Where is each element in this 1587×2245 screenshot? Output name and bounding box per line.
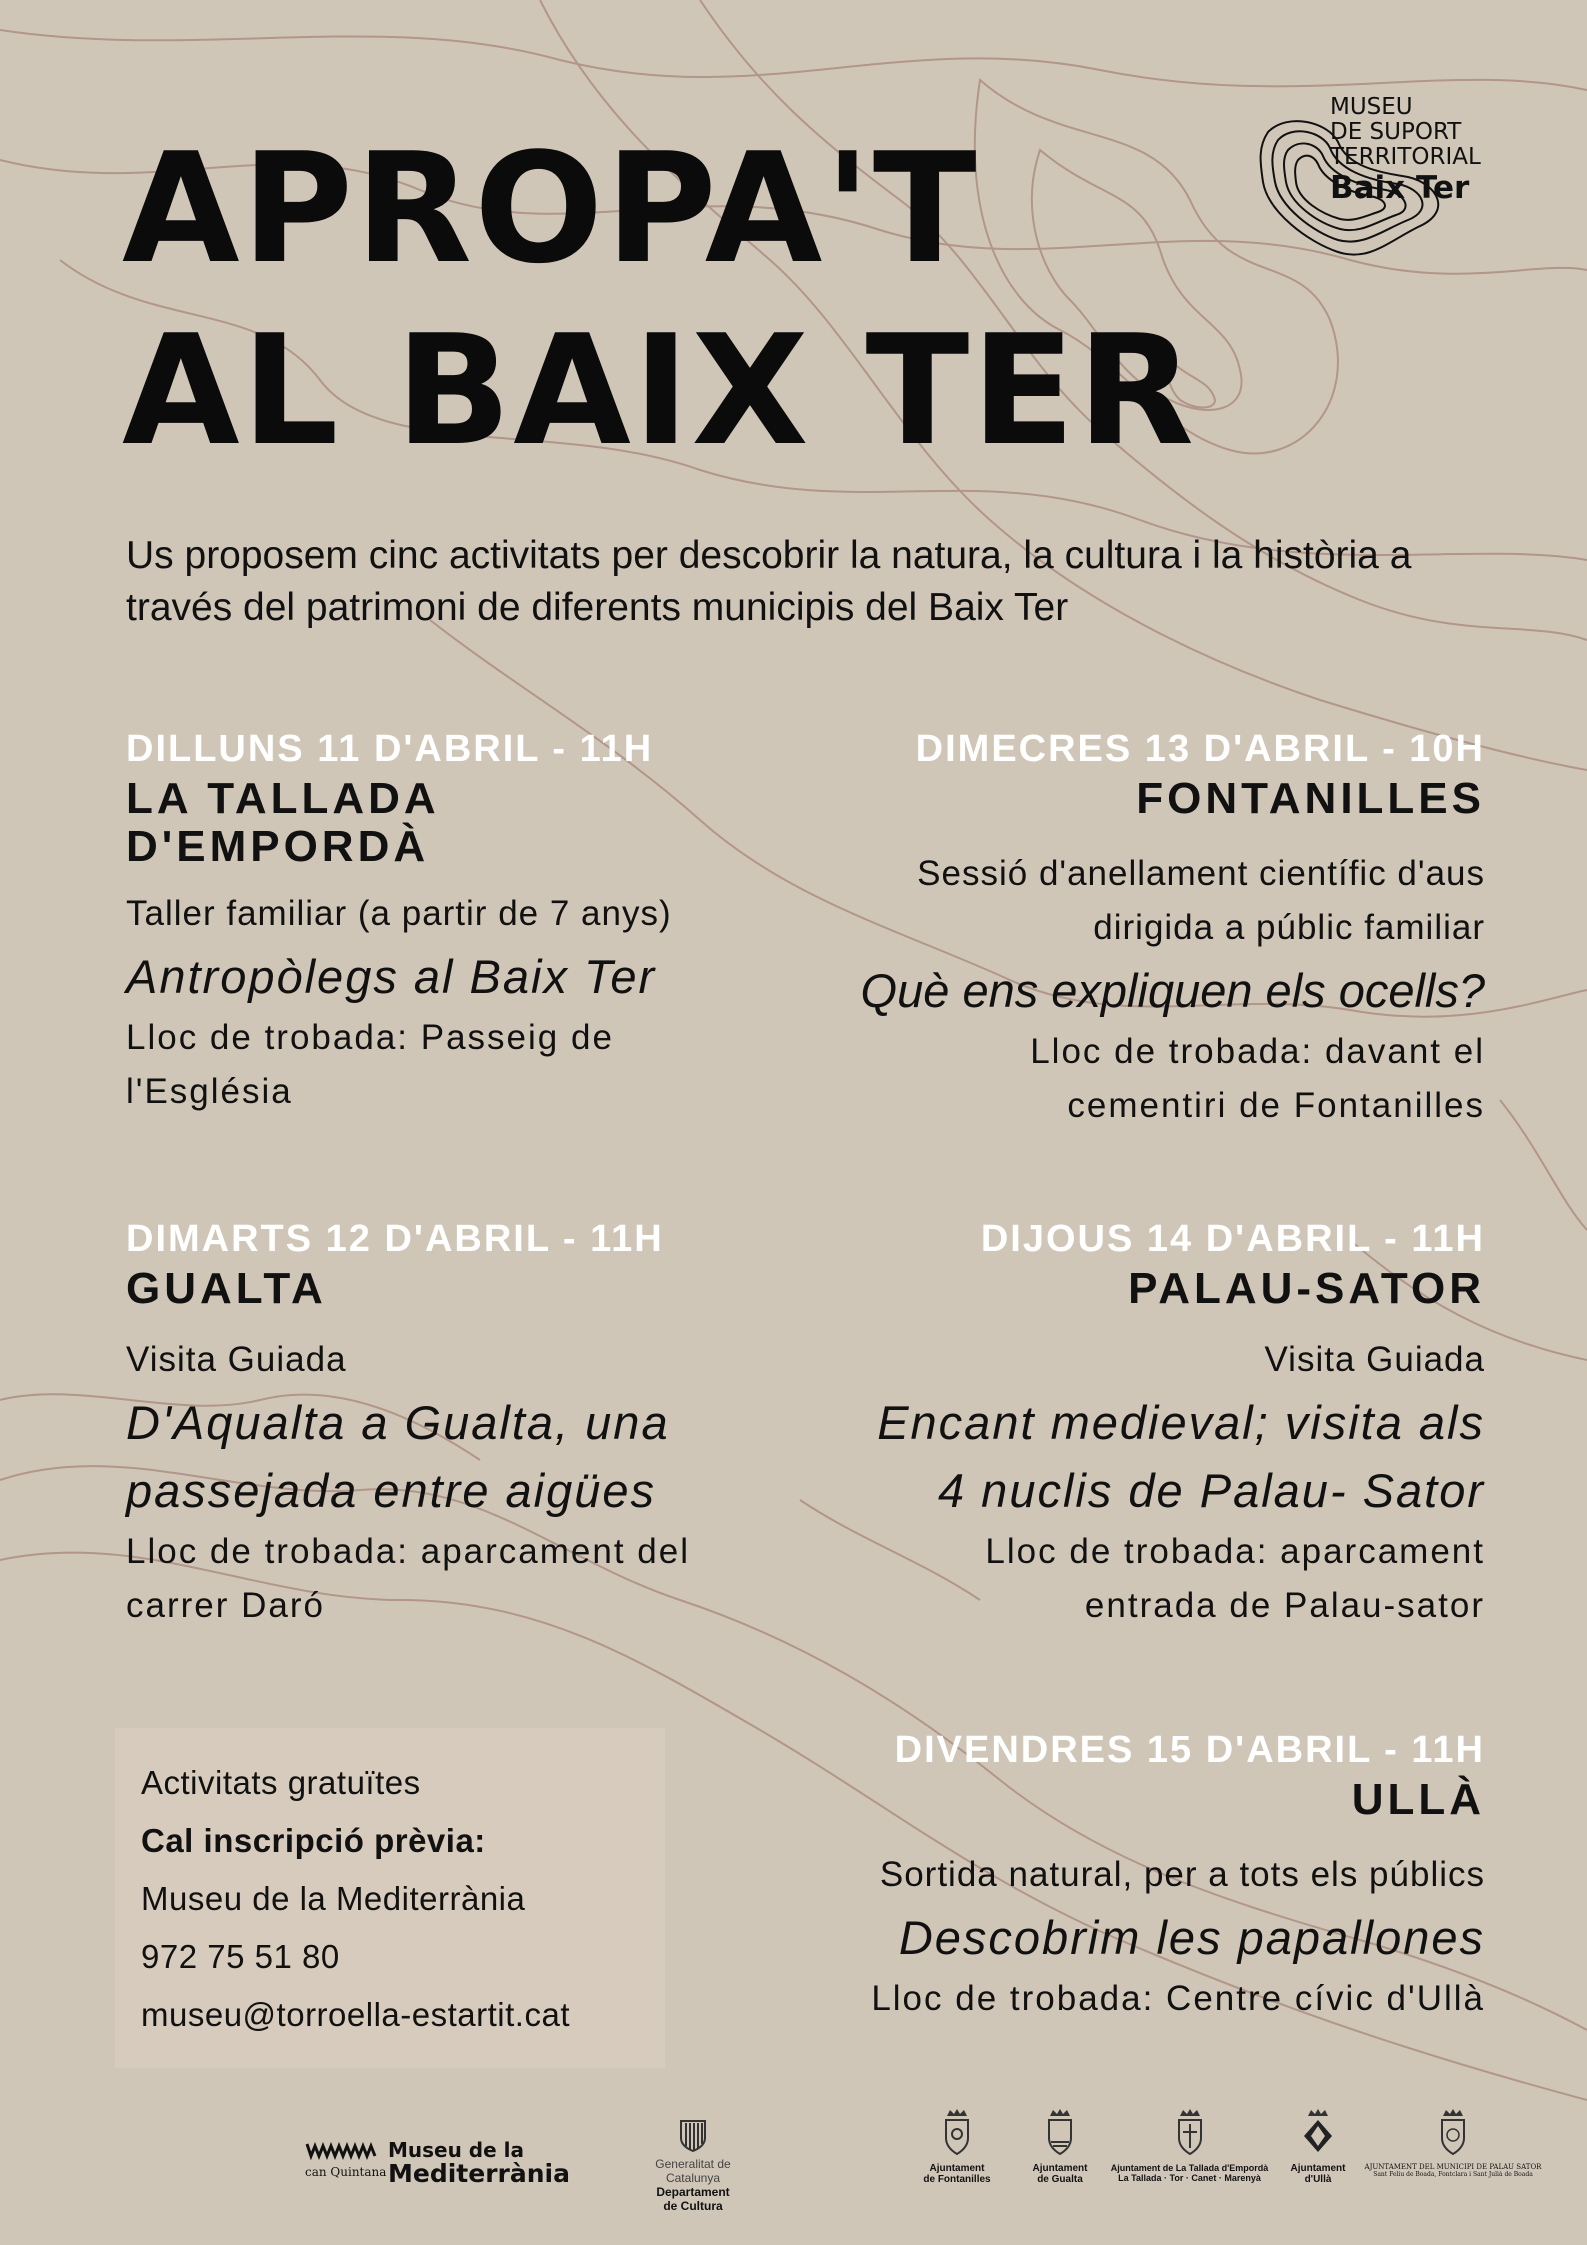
- event-town: PALAU-SATOR: [1128, 1264, 1485, 1313]
- gualta-logo: [1020, 2108, 1100, 2185]
- event-type-line-2: dirigida a públic familiar: [1093, 908, 1485, 947]
- generalitat-line-1: Generalitat de Catalunya: [655, 2157, 731, 2185]
- palau-sator-line-2: Sant Feliu de Boada, Fontclara i Sant Julià de Boada: [1373, 2171, 1533, 2178]
- fontanilles-logo: [912, 2108, 1002, 2185]
- gualta-line-1: Ajuntament: [1032, 2163, 1088, 2174]
- event-place-line-1: Lloc de trobada: aparcament del: [126, 1532, 690, 1571]
- event-place-line-1: Lloc de trobada: davant el: [1030, 1032, 1485, 1071]
- event-town: ULLÀ: [1351, 1775, 1485, 1824]
- logo-line-3: TERRITORIAL: [1330, 144, 1481, 170]
- museu-mediterrania-logo: [388, 2140, 570, 2188]
- event-place-line-1: Lloc de trobada: Passeig de: [126, 1018, 614, 1057]
- info-phone: 972 75 51 80: [141, 1938, 340, 1975]
- event-activity-line-2: passejada entre aigües: [126, 1464, 657, 1517]
- palau-sator-line-1: AJUNTAMENT DEL MUNICIPI DE PALAU SATOR: [1364, 2163, 1542, 2171]
- fontanilles-coat-of-arms-icon: [942, 2108, 972, 2158]
- la-tallada-line-2: La Tallada · Tor · Canet · Marenyà: [1118, 2173, 1261, 2183]
- info-museum: Museu de la Mediterrània: [141, 1880, 526, 1917]
- event-town-line-2: D'EMPORDÀ: [126, 822, 430, 871]
- event-type: Sortida natural, per a tots els públics: [879, 1855, 1485, 1894]
- event-type: Visita Guiada: [126, 1340, 347, 1379]
- la-tallada-coat-of-arms-icon: [1175, 2108, 1205, 2158]
- event-town: FONTANILLES: [1136, 774, 1485, 823]
- logo-line-2: DE SUPORT: [1330, 119, 1462, 145]
- event-fontanilles: [785, 727, 1485, 1133]
- event-activity: Antropòlegs al Baix Ter: [126, 950, 657, 1003]
- la-tallada-line-1: Ajuntament de La Tallada d'Empordà: [1110, 2163, 1269, 2173]
- museu-mediterrania-line-1: Museu de la: [388, 2138, 525, 2162]
- event-ulla: [725, 1728, 1485, 2026]
- palau-sator-logo: [1358, 2108, 1548, 2178]
- event-place: Lloc de trobada: Centre cívic d'Ullà: [871, 1979, 1485, 2018]
- ulla-line-2: d'Ullà: [1304, 2174, 1332, 2185]
- fontanilles-line-2: de Fontanilles: [923, 2174, 991, 2185]
- event-type-line-1: Sessió d'anellament científic d'aus: [917, 854, 1485, 893]
- info-email[interactable]: museu@torroella-estartit.cat: [141, 1996, 570, 2033]
- logo-line-1: MUSEU: [1330, 94, 1413, 120]
- can-quintana-icon: [305, 2140, 377, 2162]
- event-date: DIJOUS 14 D'ABRIL - 11H: [980, 1218, 1485, 1260]
- event-activity: Què ens expliquen els ocells?: [860, 964, 1485, 1017]
- generalitat-line-3: de Cultura: [663, 2199, 723, 2213]
- event-type: Taller familiar (a partir de 7 anys): [126, 894, 672, 933]
- fontanilles-line-1: Ajuntament: [929, 2163, 985, 2174]
- generalitat-line-2: Departament: [656, 2185, 730, 2199]
- event-date: DIMECRES 13 D'ABRIL - 10H: [915, 728, 1485, 770]
- event-date: DIMARTS 12 D'ABRIL - 11H: [126, 1218, 664, 1260]
- info-free: Activitats gratuïtes: [141, 1764, 421, 1801]
- can-quintana-text: can Quintana: [305, 2165, 387, 2179]
- event-palau-sator: [785, 1217, 1485, 1633]
- event-date: DILLUNS 11 D'ABRIL - 11H: [126, 728, 654, 770]
- gualta-coat-of-arms-icon: [1045, 2108, 1075, 2158]
- ulla-coat-of-arms-icon: [1301, 2108, 1335, 2158]
- event-activity: Descobrim les papallones: [898, 1911, 1485, 1964]
- event-date: DIVENDRES 15 D'ABRIL - 11H: [894, 1729, 1485, 1771]
- can-quintana-logo: [305, 2140, 386, 2179]
- event-town-line-1: LA TALLADA: [126, 774, 440, 823]
- info-registration: Cal inscripció prèvia:: [141, 1822, 486, 1859]
- title-line-1: APROPA'T: [122, 120, 979, 297]
- museum-logo: [1330, 95, 1481, 206]
- title-line-2: AL BAIX TER: [122, 302, 1197, 479]
- intro-paragraph: Us proposem cinc activitats per descobrir la natura, la cultura i la història a través del patrimoni de diferents municipis del Baix Ter: [126, 534, 1412, 629]
- event-place-line-2: carrer Daró: [126, 1586, 325, 1625]
- event-activity-line-1: Encant medieval; visita als: [877, 1396, 1485, 1449]
- event-activity-line-2: 4 nuclis de Palau- Sator: [937, 1464, 1485, 1517]
- museu-mediterrania-line-2: Mediterrània: [388, 2159, 570, 2188]
- palau-sator-coat-of-arms-icon: [1438, 2108, 1468, 2158]
- event-gualta: [126, 1217, 826, 1633]
- ulla-line-1: Ajuntament: [1290, 2163, 1346, 2174]
- generalitat-shield-icon: [678, 2118, 708, 2152]
- event-place-line-2: l'Església: [126, 1072, 293, 1111]
- logo-line-4: Baix Ter: [1330, 170, 1470, 206]
- info-box: [115, 1728, 665, 2068]
- la-tallada-logo: [1102, 2108, 1277, 2183]
- event-place-line-1: Lloc de trobada: aparcament: [985, 1532, 1485, 1571]
- event-town: [126, 775, 826, 871]
- poster-title: [122, 118, 1196, 482]
- ulla-logo: [1283, 2108, 1353, 2185]
- event-activity-line-1: D'Aqualta a Gualta, una: [126, 1396, 670, 1449]
- gualta-line-2: de Gualta: [1037, 2174, 1083, 2185]
- generalitat-logo: [628, 2118, 758, 2213]
- event-type: Visita Guiada: [1264, 1340, 1485, 1379]
- event-place-line-2: entrada de Palau-sator: [1084, 1586, 1485, 1625]
- event-place-line-2: cementiri de Fontanilles: [1067, 1086, 1485, 1125]
- event-la-tallada: [126, 727, 826, 1119]
- event-town: GUALTA: [126, 1264, 327, 1313]
